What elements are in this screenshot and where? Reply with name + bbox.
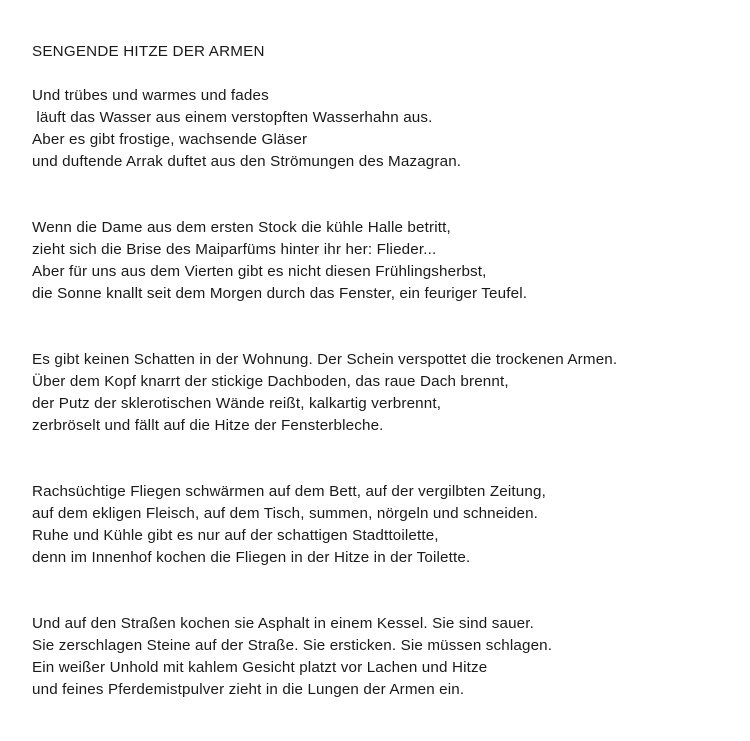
poem-line: der Putz der sklerotischen Wände reißt, kalkartig verbrennt, <box>32 395 442 412</box>
poem-line: Und auf den Straßen kochen sie Asphalt in einem Kessel. Sie sind sauer. <box>32 615 535 632</box>
poem-document <box>32 41 617 701</box>
poem-line: Wenn die Dame aus dem ersten Stock die kühle Halle betritt, <box>32 219 451 236</box>
stanza-5 <box>32 613 617 701</box>
poem-title: SENGENDE HITZE DER ARMEN <box>32 43 265 60</box>
poem-line: Und trübes und warmes und fades <box>32 87 269 104</box>
poem-line: und duftende Arrak duftet aus den Strömungen des Mazagran. <box>32 153 462 170</box>
poem-line: Ruhe und Kühle gibt es nur auf der schattigen Stadttoilette, <box>32 527 439 544</box>
poem-line: zieht sich die Brise des Maiparfüms hinter ihr her: Flieder... <box>32 241 437 258</box>
poem-line: Sie zerschlagen Steine auf der Straße. Sie ersticken. Sie müssen schlagen. <box>32 637 553 654</box>
stanza-3 <box>32 349 617 437</box>
poem-line: zerbröselt und fällt auf die Hitze der Fensterbleche. <box>32 417 384 434</box>
poem-line: und feines Pferdemistpulver zieht in die Lungen der Armen ein. <box>32 681 465 698</box>
stanza-2 <box>32 217 617 305</box>
poem-line: Aber für uns aus dem Vierten gibt es nicht diesen Frühlingsherbst, <box>32 263 487 280</box>
poem-line: die Sonne knallt seit dem Morgen durch das Fenster, ein feuriger Teufel. <box>32 285 528 302</box>
poem-line: läuft das Wasser aus einem verstopften Wasserhahn aus. <box>32 109 433 126</box>
poem-line: denn im Innenhof kochen die Fliegen in der Hitze in der Toilette. <box>32 549 471 566</box>
poem-line: Aber es gibt frostige, wachsende Gläser <box>32 131 308 148</box>
poem-line: Rachsüchtige Fliegen schwärmen auf dem Bett, auf der vergilbten Zeitung, <box>32 483 546 500</box>
poem-line: Über dem Kopf knarrt der stickige Dachboden, das raue Dach brennt, <box>32 373 509 390</box>
stanza-1 <box>32 85 617 173</box>
poem-line: auf dem ekligen Fleisch, auf dem Tisch, summen, nörgeln und schneiden. <box>32 505 539 522</box>
stanza-4 <box>32 481 617 569</box>
poem-line: Es gibt keinen Schatten in der Wohnung. Der Schein verspottet die trockenen Armen. <box>32 351 618 368</box>
poem-line: Ein weißer Unhold mit kahlem Gesicht platzt vor Lachen und Hitze <box>32 659 488 676</box>
